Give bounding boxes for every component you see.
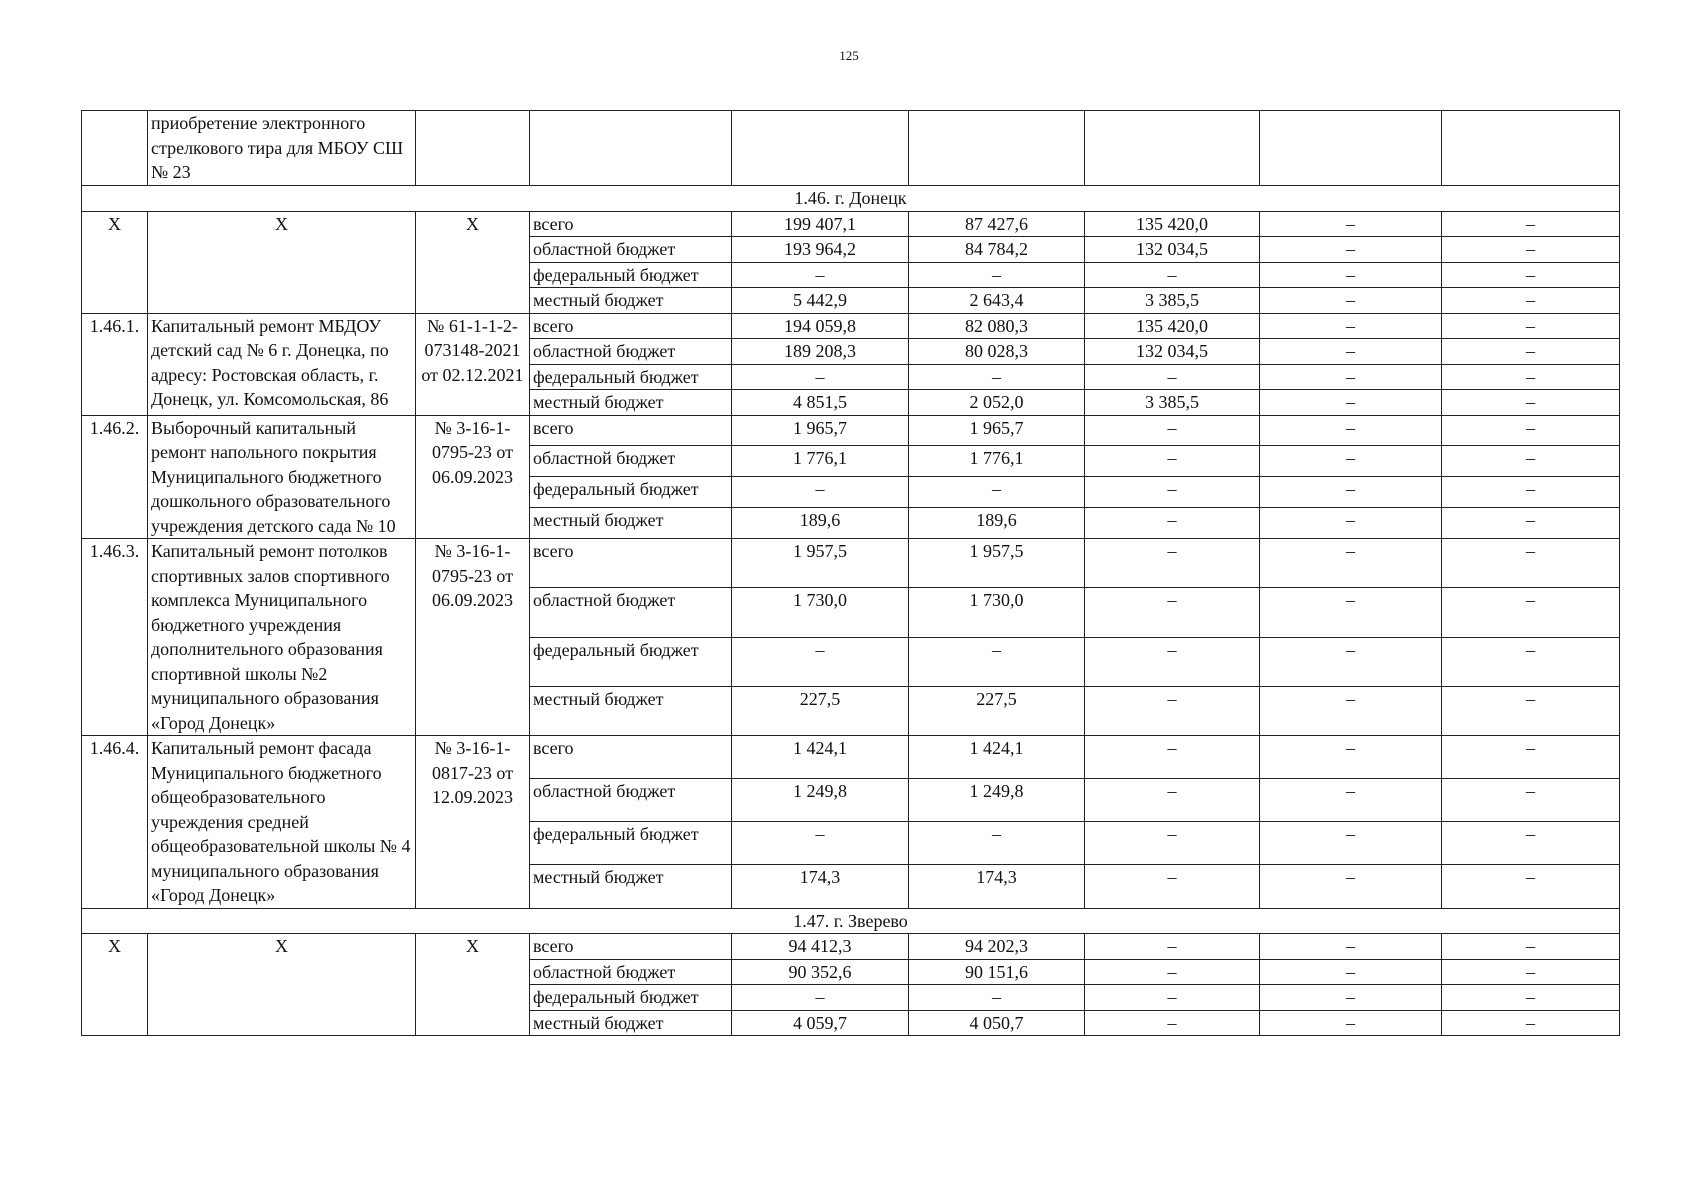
amount-v5: –: [1442, 779, 1620, 822]
amount-v2: 80 028,3: [909, 339, 1085, 365]
funding-source: местный бюджет: [530, 288, 732, 314]
continuation-num-cell: [82, 111, 148, 186]
amount-v2: 2 052,0: [909, 390, 1085, 416]
amount-v1: 5 442,9: [732, 288, 909, 314]
amount-v5: –: [1442, 508, 1620, 539]
amount-v5: –: [1442, 539, 1620, 588]
section-title: 1.47. г. Зверево: [82, 908, 1620, 934]
amount-v2: 227,5: [909, 686, 1085, 735]
amount-v3: 135 420,0: [1085, 313, 1260, 339]
amount-v3: –: [1085, 985, 1260, 1011]
funding-source: всего: [530, 211, 732, 237]
funding-source: всего: [530, 539, 732, 588]
section-header-row: [82, 908, 1620, 934]
funding-source: областной бюджет: [530, 779, 732, 822]
amount-v5: –: [1442, 211, 1620, 237]
item-number: 1.46.1.: [82, 313, 148, 415]
section-header-row: [82, 186, 1620, 212]
amount-v2: –: [909, 262, 1085, 288]
amount-v2: 1 957,5: [909, 539, 1085, 588]
amount-v3: –: [1085, 736, 1260, 779]
amount-v3: –: [1085, 686, 1260, 735]
amount-v2: 1 730,0: [909, 588, 1085, 637]
funding-source: федеральный бюджет: [530, 262, 732, 288]
funding-source: всего: [530, 736, 732, 779]
amount-v1: 199 407,1: [732, 211, 909, 237]
amount-v5: –: [1442, 959, 1620, 985]
amount-v2: –: [909, 637, 1085, 686]
item-document: № 3-16-1-0795-23 от 06.09.2023: [416, 415, 530, 539]
amount-v4: –: [1260, 736, 1442, 779]
continuation-value-cell: [732, 111, 909, 186]
funding-source: всего: [530, 415, 732, 446]
funding-source: местный бюджет: [530, 865, 732, 908]
amount-v4: –: [1260, 637, 1442, 686]
item-document: № 3-16-1-0817-23 от 12.09.2023: [416, 736, 530, 909]
amount-v3: –: [1085, 364, 1260, 390]
amount-v3: 3 385,5: [1085, 288, 1260, 314]
amount-v4: –: [1260, 959, 1442, 985]
amount-v2: 1 249,8: [909, 779, 1085, 822]
item-number: 1.46.3.: [82, 539, 148, 736]
amount-v2: 4 050,7: [909, 1010, 1085, 1036]
continuation-value-cell: [1260, 111, 1442, 186]
amount-v3: –: [1085, 1010, 1260, 1036]
amount-v4: –: [1260, 262, 1442, 288]
amount-v1: 194 059,8: [732, 313, 909, 339]
funding-source: местный бюджет: [530, 686, 732, 735]
amount-v3: –: [1085, 508, 1260, 539]
amount-v4: –: [1260, 313, 1442, 339]
amount-v4: –: [1260, 1010, 1442, 1036]
continuation-value-cell: [909, 111, 1085, 186]
amount-v1: 1 957,5: [732, 539, 909, 588]
funding-source: всего: [530, 313, 732, 339]
amount-v4: –: [1260, 508, 1442, 539]
item-row: [82, 415, 1620, 446]
funding-source: областной бюджет: [530, 588, 732, 637]
funding-source: областной бюджет: [530, 237, 732, 263]
amount-v1: 1 730,0: [732, 588, 909, 637]
amount-v3: –: [1085, 959, 1260, 985]
amount-v2: –: [909, 364, 1085, 390]
amount-v2: 1 965,7: [909, 415, 1085, 446]
total-doc: Х: [416, 211, 530, 313]
amount-v3: –: [1085, 539, 1260, 588]
amount-v5: –: [1442, 477, 1620, 508]
amount-v1: 227,5: [732, 686, 909, 735]
amount-v4: –: [1260, 934, 1442, 960]
funding-source: местный бюджет: [530, 390, 732, 416]
amount-v5: –: [1442, 588, 1620, 637]
amount-v2: –: [909, 822, 1085, 865]
amount-v3: 135 420,0: [1085, 211, 1260, 237]
amount-v1: –: [732, 477, 909, 508]
amount-v3: 132 034,5: [1085, 237, 1260, 263]
amount-v4: –: [1260, 822, 1442, 865]
amount-v4: –: [1260, 477, 1442, 508]
amount-v5: –: [1442, 339, 1620, 365]
amount-v1: 4 059,7: [732, 1010, 909, 1036]
continuation-source-cell: [530, 111, 732, 186]
amount-v5: –: [1442, 985, 1620, 1011]
section-total-row: [82, 934, 1620, 960]
item-name: Капитальный ремонт фасада Муниципального бюджетного общеобразовательного учреждения средней общеобразовательной школы № 4 муниципального образования «Город Донецк»: [148, 736, 416, 909]
total-num: Х: [82, 934, 148, 1036]
funding-source: областной бюджет: [530, 446, 732, 477]
continuation-row: [82, 111, 1620, 186]
amount-v2: –: [909, 477, 1085, 508]
amount-v5: –: [1442, 415, 1620, 446]
funding-source: федеральный бюджет: [530, 985, 732, 1011]
amount-v2: 94 202,3: [909, 934, 1085, 960]
amount-v4: –: [1260, 364, 1442, 390]
item-name: Капитальный ремонт МБДОУ детский сад № 6 г. Донецка, по адресу: Ростовская область, г. Донецк, ул. Комсомольская, 86: [148, 313, 416, 415]
item-number: 1.46.2.: [82, 415, 148, 539]
amount-v3: 3 385,5: [1085, 390, 1260, 416]
amount-v1: 193 964,2: [732, 237, 909, 263]
page-number: 125: [839, 48, 859, 63]
amount-v1: –: [732, 637, 909, 686]
amount-v4: –: [1260, 779, 1442, 822]
amount-v2: 90 151,6: [909, 959, 1085, 985]
amount-v5: –: [1442, 637, 1620, 686]
amount-v1: 189,6: [732, 508, 909, 539]
amount-v4: –: [1260, 588, 1442, 637]
funding-source: федеральный бюджет: [530, 477, 732, 508]
amount-v1: –: [732, 364, 909, 390]
item-row: [82, 736, 1620, 779]
continuation-value-cell: [1085, 111, 1260, 186]
amount-v3: –: [1085, 415, 1260, 446]
amount-v5: –: [1442, 364, 1620, 390]
amount-v4: –: [1260, 686, 1442, 735]
item-document: № 61-1-1-2-073148-2021 от 02.12.2021: [416, 313, 530, 415]
amount-v2: 84 784,2: [909, 237, 1085, 263]
funding-source: федеральный бюджет: [530, 364, 732, 390]
amount-v5: –: [1442, 934, 1620, 960]
amount-v3: –: [1085, 477, 1260, 508]
amount-v4: –: [1260, 390, 1442, 416]
amount-v1: 1 965,7: [732, 415, 909, 446]
amount-v4: –: [1260, 288, 1442, 314]
item-row: [82, 313, 1620, 339]
budget-table: [81, 110, 1620, 1036]
amount-v1: 174,3: [732, 865, 909, 908]
amount-v2: 1 776,1: [909, 446, 1085, 477]
amount-v1: –: [732, 262, 909, 288]
amount-v5: –: [1442, 262, 1620, 288]
amount-v3: –: [1085, 822, 1260, 865]
amount-v2: 87 427,6: [909, 211, 1085, 237]
amount-v1: 189 208,3: [732, 339, 909, 365]
item-row: [82, 539, 1620, 588]
amount-v2: 189,6: [909, 508, 1085, 539]
amount-v4: –: [1260, 865, 1442, 908]
amount-v3: –: [1085, 934, 1260, 960]
amount-v5: –: [1442, 313, 1620, 339]
funding-source: федеральный бюджет: [530, 822, 732, 865]
funding-source: федеральный бюджет: [530, 637, 732, 686]
total-num: Х: [82, 211, 148, 313]
amount-v5: –: [1442, 865, 1620, 908]
item-name: Капитальный ремонт потолков спортивных залов спортивного комплекса Муниципального бюджетного учреждения дополнительного образования спортивной школы №2 муниципального образования «Город Донецк»: [148, 539, 416, 736]
amount-v3: –: [1085, 446, 1260, 477]
total-name: Х: [148, 211, 416, 313]
amount-v2: 2 643,4: [909, 288, 1085, 314]
amount-v4: –: [1260, 539, 1442, 588]
budget-table-body: [82, 111, 1620, 1036]
amount-v5: –: [1442, 288, 1620, 314]
amount-v1: 1 424,1: [732, 736, 909, 779]
item-number: 1.46.4.: [82, 736, 148, 909]
amount-v4: –: [1260, 237, 1442, 263]
amount-v1: 4 851,5: [732, 390, 909, 416]
amount-v4: –: [1260, 985, 1442, 1011]
amount-v5: –: [1442, 1010, 1620, 1036]
amount-v3: –: [1085, 637, 1260, 686]
section-title: 1.46. г. Донецк: [82, 186, 1620, 212]
funding-source: областной бюджет: [530, 959, 732, 985]
continuation-name: приобретение электронного стрелкового тира для МБОУ СШ № 23: [148, 111, 416, 186]
continuation-doc-cell: [416, 111, 530, 186]
amount-v1: 94 412,3: [732, 934, 909, 960]
amount-v3: –: [1085, 779, 1260, 822]
amount-v3: –: [1085, 865, 1260, 908]
amount-v4: –: [1260, 415, 1442, 446]
amount-v2: 174,3: [909, 865, 1085, 908]
amount-v5: –: [1442, 736, 1620, 779]
amount-v4: –: [1260, 446, 1442, 477]
amount-v5: –: [1442, 446, 1620, 477]
amount-v1: –: [732, 985, 909, 1011]
funding-source: всего: [530, 934, 732, 960]
amount-v2: 1 424,1: [909, 736, 1085, 779]
amount-v4: –: [1260, 339, 1442, 365]
amount-v1: –: [732, 822, 909, 865]
item-name: Выборочный капитальный ремонт напольного покрытия Муниципального бюджетного дошкольного образовательного учреждения детского сада № 10: [148, 415, 416, 539]
funding-source: местный бюджет: [530, 508, 732, 539]
funding-source: местный бюджет: [530, 1010, 732, 1036]
continuation-value-cell: [1442, 111, 1620, 186]
funding-source: областной бюджет: [530, 339, 732, 365]
amount-v3: –: [1085, 262, 1260, 288]
amount-v3: 132 034,5: [1085, 339, 1260, 365]
amount-v5: –: [1442, 686, 1620, 735]
amount-v5: –: [1442, 822, 1620, 865]
total-name: Х: [148, 934, 416, 1036]
item-document: № 3-16-1-0795-23 от 06.09.2023: [416, 539, 530, 736]
section-total-row: [82, 211, 1620, 237]
amount-v2: –: [909, 985, 1085, 1011]
total-doc: Х: [416, 934, 530, 1036]
amount-v1: 1 249,8: [732, 779, 909, 822]
amount-v5: –: [1442, 237, 1620, 263]
amount-v3: –: [1085, 588, 1260, 637]
amount-v5: –: [1442, 390, 1620, 416]
amount-v4: –: [1260, 211, 1442, 237]
amount-v1: 90 352,6: [732, 959, 909, 985]
amount-v1: 1 776,1: [732, 446, 909, 477]
amount-v2: 82 080,3: [909, 313, 1085, 339]
